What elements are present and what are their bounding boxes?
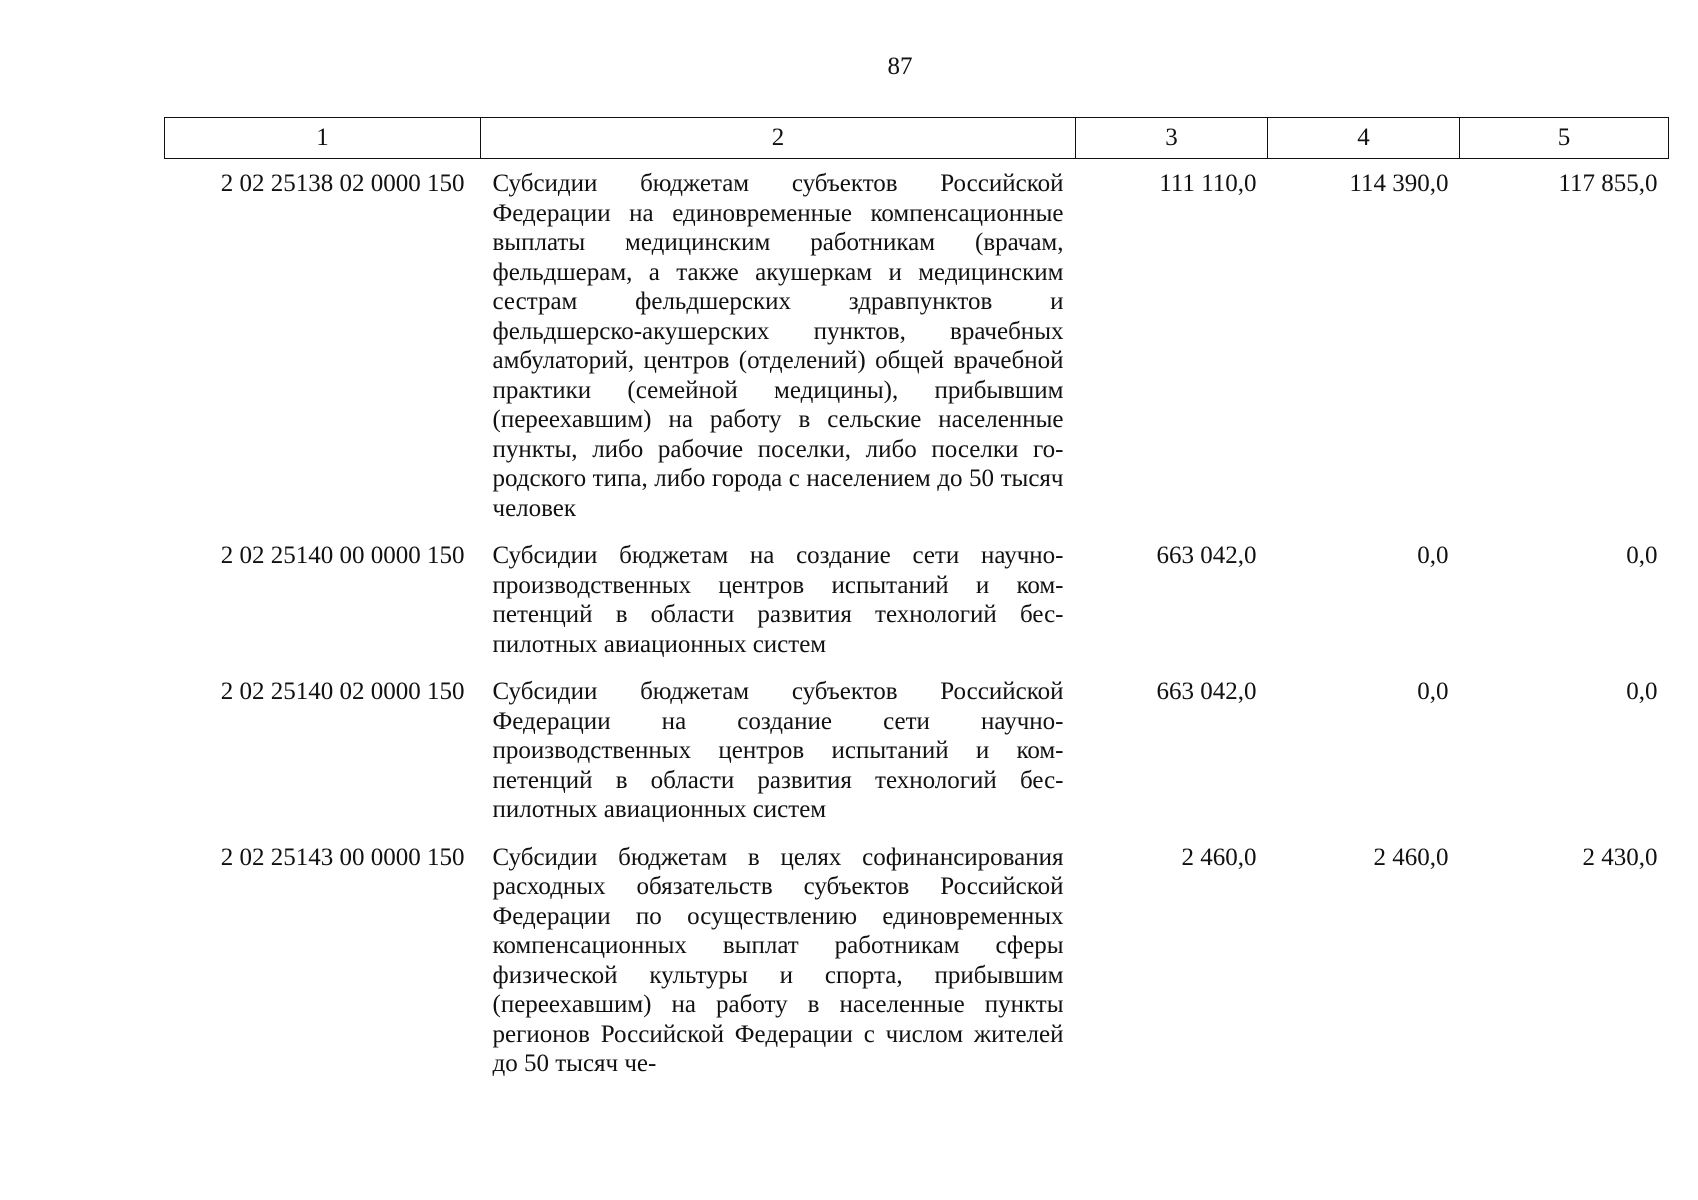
budget-code: 2 02 25140 02 0000 150 — [220, 678, 465, 705]
amount-col4: 0,0 — [1417, 678, 1449, 705]
row-description: Субсидии бюджетам субъектов Российской Федерации на создание сети научно-производственных центров испытаний и компетенций в области развития технологий беспилотных авиационных систем — [492, 678, 1064, 823]
amount-col3: 663 042,0 — [1156, 678, 1257, 705]
amount-col3: 663 042,0 — [1156, 542, 1257, 569]
amount-col5: 117 855,0 — [1558, 170, 1658, 197]
row-description: Субсидии бюджетам субъектов Российской Федерации на единовременные компенсационные выплаты медицинским работникам (врачам, фельдшерам, а также акушеркам и медицинским сестрам фельдшерских здравпунктов и фельдшерско-акушерских пунктов, врачебных амбулаторий, центров (отделений) общей врачебной практики (семейной медицины), прибывшим (переехавшим) на работу в сельские населенные пункты, либо рабочие поселки, либо поселки городского типа, либо города с населением до 50 тысяч человек — [492, 170, 1064, 522]
amount-col3: 111 110,0 — [1159, 170, 1257, 197]
amount-col5: 0,0 — [1626, 542, 1658, 569]
budget-code: 2 02 25138 02 0000 150 — [220, 170, 465, 197]
amount-col4: 0,0 — [1417, 542, 1449, 569]
row-description: Субсидии бюджетам на создание сети научно-производственных центров испытаний и компетенций в области развития технологий беспилотных авиационных систем — [492, 542, 1064, 658]
row-description: Субсидии бюджетам в целях софинансирования расходных обязательств субъектов Российской Федерации по осуществлению единовременных компенсационных выплат работникам сферы физической культуры и спорта, прибывшим (переехавшим) на работу в населенные пункты регионов Российской Федерации с числом жителей до 50 тысяч че- — [492, 843, 1064, 1077]
amount-col5: 2 430,0 — [1582, 843, 1658, 871]
page-number: 87 — [887, 53, 913, 80]
amount-col3: 2 460,0 — [1181, 843, 1257, 871]
column-header-2: 2 — [481, 118, 1076, 159]
budget-code: 2 02 25140 00 0000 150 — [220, 542, 465, 569]
table-header-row — [165, 118, 1669, 159]
amount-col5: 0,0 — [1626, 678, 1658, 705]
column-header-4: 4 — [1268, 118, 1460, 159]
table-row — [165, 159, 1669, 532]
amount-col4: 2 460,0 — [1373, 843, 1449, 871]
budget-table — [164, 117, 1669, 1087]
column-header-1: 1 — [165, 118, 481, 159]
amount-col4: 114 390,0 — [1349, 170, 1449, 197]
table-row — [165, 833, 1669, 1087]
column-header-3: 3 — [1076, 118, 1268, 159]
table-row — [165, 667, 1669, 833]
budget-code: 2 02 25143 00 0000 150 — [220, 843, 465, 871]
column-header-5: 5 — [1460, 118, 1669, 159]
table-row — [165, 531, 1669, 667]
